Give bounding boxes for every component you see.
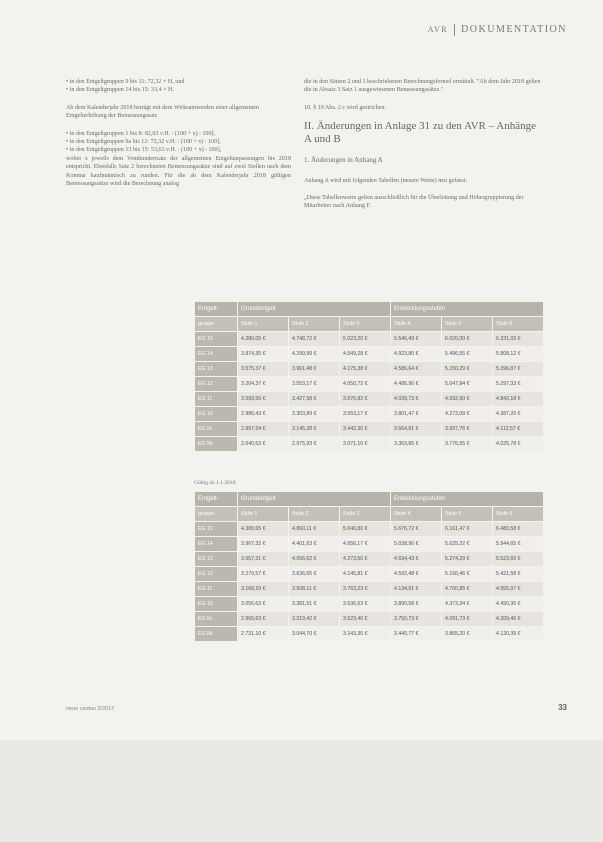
salary-cell: 3.553,17 € — [340, 407, 390, 421]
salary-cell: 3.442,30 € — [340, 422, 390, 436]
salary-cell: 4.486,96 € — [391, 377, 441, 391]
salary-cell: 3.363,85 € — [391, 437, 441, 451]
row-group-cell: EG 14 — [195, 537, 237, 551]
row-group-cell: EG 9b — [195, 627, 237, 641]
salary-cell: 4.025,78 € — [493, 437, 543, 451]
row-group-cell: EG 13 — [195, 362, 237, 376]
salary-cell: 5.944,65 € — [493, 537, 543, 551]
row-group-cell: EG 10 — [195, 407, 237, 421]
table-row — [195, 567, 543, 581]
paragraph: 10. § 19 Abs. 2 c wird gestrichen. — [304, 104, 386, 111]
salary-cell: 4.490,35 € — [493, 597, 543, 611]
table-row — [195, 332, 543, 346]
salary-cell: 4.280,05 € — [238, 332, 288, 346]
salary-cell: 4.145,81 € — [340, 567, 390, 581]
row-group-cell: EG 10 — [195, 597, 237, 611]
salary-cell: 4.056,62 € — [289, 552, 339, 566]
salary-cell: 4.112,57 € — [493, 422, 543, 436]
salary-table-2 — [194, 491, 544, 642]
row-group-cell: EG 15 — [195, 522, 237, 536]
salary-cell: 5.040,80 € — [340, 522, 390, 536]
salary-cell: 4.955,97 € — [493, 582, 543, 596]
header-section: DOKUMENTATION — [461, 24, 567, 35]
col-header-step: Stufe 6 — [493, 507, 543, 521]
salary-cell: 4.380,65 € — [238, 522, 288, 536]
table-row — [195, 407, 543, 421]
table-row — [195, 582, 543, 596]
salary-cell: 3.874,35 € — [238, 347, 288, 361]
salary-cell: 5.047,84 € — [442, 377, 492, 391]
row-group-cell: EG 11 — [195, 392, 237, 406]
table-row — [195, 392, 543, 406]
page-number: 33 — [558, 703, 567, 712]
col-header-step: Stufe 1 — [238, 317, 288, 331]
salary-cell: 3.440,77 € — [391, 627, 441, 641]
table-row — [195, 377, 543, 391]
salary-cell: 3.145,38 € — [289, 422, 339, 436]
salary-cell: 5.546,49 € — [391, 332, 441, 346]
salary-cell: 5.496,55 € — [442, 347, 492, 361]
row-group-cell: EG 9c — [195, 422, 237, 436]
salary-cell: 3.575,37 € — [238, 362, 288, 376]
salary-cell: 3.381,51 € — [289, 597, 339, 611]
paragraph: die in den Sätzen 2 und 3 beschriebenen Berechnungsformel ermittelt. "Ab dem Jahr 2018 gelten die in Absatz 3 Satz 1 ausgewiesenen Bemessungssätze." — [304, 79, 541, 94]
row-group-cell: EG 12 — [195, 567, 237, 581]
salary-cell: 4.299,99 € — [289, 347, 339, 361]
col-header-step: Stufe 3 — [340, 317, 390, 331]
salary-cell: 5.808,12 € — [493, 347, 543, 361]
salary-cell: 4.039,73 € — [391, 392, 441, 406]
salary-cell: 5.523,65 € — [493, 552, 543, 566]
salary-cell: 4.694,43 € — [391, 552, 441, 566]
paragraph: Ab dem Kalenderjahr 2018 beträgt mit dem Wirksamwerden einer allgemeinen Entgelterhöhung der Bemessungssatz — [66, 104, 260, 120]
salary-cell: 3.664,81 € — [391, 422, 441, 436]
col-header-step: Stufe 6 — [493, 317, 543, 331]
table-row — [195, 347, 543, 361]
salary-cell: 4.842,18 € — [493, 392, 543, 406]
table-row — [195, 362, 543, 376]
bullet-item: • in den Entgeltgruppen 1 bis 8: 82,03 v.H. : (100 + x) : 100], — [66, 130, 291, 138]
salary-cell: 6.020,00 € — [442, 332, 492, 346]
col-header-step: Stufe 5 — [442, 507, 492, 521]
row-group-cell: EG 15 — [195, 332, 237, 346]
bullet-item: • in den Entgeltgruppen 9a bis 12: 72,32 v.H. : (100 + x) : 100], — [66, 138, 291, 146]
stray-mark: · — [322, 678, 324, 684]
salary-cell: 4.050,72 € — [340, 377, 390, 391]
salary-cell: 5.166,46 € — [442, 567, 492, 581]
salary-cell: 3.056,63 € — [238, 597, 288, 611]
salary-cell: 3.508,11 € — [289, 582, 339, 596]
salary-cell: 2.965,63 € — [238, 612, 288, 626]
salary-cell: 3.071,10 € — [340, 437, 390, 451]
salary-cell: 4.586,64 € — [391, 362, 441, 376]
salary-cell: 4.120,39 € — [493, 627, 543, 641]
salary-cell: 3.801,47 € — [391, 407, 441, 421]
salary-cell: 3.961,48 € — [289, 362, 339, 376]
table-row — [195, 437, 543, 451]
salary-cell: 4.656,17 € — [340, 537, 390, 551]
salary-cell: 3.168,10 € — [238, 582, 288, 596]
bullet-item: • in den Entgeltgruppen 9 bis 11: 72,32 × H, und — [66, 78, 291, 86]
col-header-basic: Grundentgelt — [238, 492, 390, 506]
table-row — [195, 522, 543, 536]
col-header-step: Stufe 3 — [340, 507, 390, 521]
salary-cell: 3.427,58 € — [289, 392, 339, 406]
salary-cell: 3.553,17 € — [289, 377, 339, 391]
salary-cell: 3.776,55 € — [442, 437, 492, 451]
footer-publication: neue caritas 2/2017 — [66, 706, 115, 712]
table-row — [195, 612, 543, 626]
paragraph: Anhang A wird mit folgenden Tabellen (neuere Werte) neu gefasst: — [304, 177, 468, 184]
section-heading: II. Änderungen in Anlage 31 zu den AVR – Anhänge A und B — [304, 120, 536, 146]
salary-cell: 4.549,28 € — [340, 347, 390, 361]
salary-cell: 4.091,73 € — [442, 612, 492, 626]
salary-cell: 4.273,08 € — [442, 407, 492, 421]
table-row — [195, 422, 543, 436]
table-body — [195, 332, 543, 451]
header-separator — [454, 24, 455, 36]
salary-cell: 3.763,23 € — [340, 582, 390, 596]
salary-cell: 3.676,82 € — [340, 392, 390, 406]
col-header-step: Stufe 4 — [391, 317, 441, 331]
salary-cell: 2.640,53 € — [238, 437, 288, 451]
col-header-basic: Grundentgelt — [238, 302, 390, 316]
col-header-step: Stufe 2 — [289, 507, 339, 521]
salary-cell: 5.396,87 € — [493, 362, 543, 376]
col-header-group-2: gruppe — [195, 317, 237, 331]
salary-cell: 4.373,34 € — [442, 597, 492, 611]
table-row — [195, 597, 543, 611]
salary-cell: 4.700,85 € — [442, 582, 492, 596]
salary-cell: 5.023,20 € — [340, 332, 390, 346]
salary-cell: 3.657,31 € — [238, 552, 288, 566]
salary-cell: 3.636,65 € — [289, 567, 339, 581]
salary-cell: 4.273,50 € — [340, 552, 390, 566]
col-header-step: Stufe 4 — [391, 507, 441, 521]
salary-cell: 5.676,72 € — [391, 522, 441, 536]
salary-cell: 2.986,43 € — [238, 407, 288, 421]
salary-cell: 3.750,73 € — [391, 612, 441, 626]
salary-table-1 — [194, 301, 544, 452]
salary-cell: 2.731,10 € — [238, 627, 288, 641]
row-group-cell: EG 13 — [195, 552, 237, 566]
salary-cell: 5.625,32 € — [442, 537, 492, 551]
col-header-step: Stufe 2 — [289, 317, 339, 331]
salary-cell: 4.175,38 € — [340, 362, 390, 376]
col-header-development: Entwicklungsstufen — [391, 302, 543, 316]
salary-cell: 3.303,89 € — [289, 407, 339, 421]
table-body — [195, 522, 543, 641]
salary-cell: 4.860,11 € — [289, 522, 339, 536]
salary-cell: 3.093,56 € — [238, 392, 288, 406]
row-group-cell: EG 9b — [195, 437, 237, 451]
salary-cell: 3.044,70 € — [289, 627, 339, 641]
col-header-step: Stufe 5 — [442, 317, 492, 331]
salary-cell: 3.523,40 € — [340, 612, 390, 626]
salary-cell: 4.923,80 € — [391, 347, 441, 361]
page-lower-shade — [0, 740, 603, 842]
salary-cell: 2.897,54 € — [238, 422, 288, 436]
table-row — [195, 552, 543, 566]
salary-cell: 5.297,33 € — [493, 377, 543, 391]
bullet-item: • in den Entgeltgruppen 14 bis 15: 33,4 × H. — [66, 86, 291, 94]
salary-cell: 4.592,48 € — [391, 567, 441, 581]
salary-cell: 3.279,57 € — [238, 567, 288, 581]
salary-cell: 3.997,76 € — [442, 422, 492, 436]
salary-cell: 3.865,20 € — [442, 627, 492, 641]
salary-cell: 3.219,42 € — [289, 612, 339, 626]
salary-cell: 4.134,91 € — [391, 582, 441, 596]
row-group-cell: EG 12 — [195, 377, 237, 391]
salary-cell: 4.748,72 € — [289, 332, 339, 346]
page-header — [428, 24, 567, 36]
salary-cell: 5.421,58 € — [493, 567, 543, 581]
right-column — [304, 78, 542, 211]
salary-cell: 5.038,96 € — [391, 537, 441, 551]
salary-cell: 3.143,35 € — [340, 627, 390, 641]
table-row — [195, 537, 543, 551]
table-row — [195, 627, 543, 641]
paragraph: „Diese Tabellenwerte gelten ausschließlich für die Überleitung und Höhergruppierung der Mitarbeiter nach Anhang F. — [304, 195, 524, 210]
row-group-cell: EG 9c — [195, 612, 237, 626]
row-group-cell: EG 14 — [195, 347, 237, 361]
salary-cell: 5.274,29 € — [442, 552, 492, 566]
col-header-group-2: gruppe — [195, 507, 237, 521]
bullet-item: • in den Entgeltgruppen 13 bis 15: 53,63 v.H. : (100 + x) : 100], — [66, 146, 291, 154]
subsection-heading: 1. Änderungen in Anhang A — [304, 156, 383, 165]
salary-cell: 5.150,29 € — [442, 362, 492, 376]
col-header-step: Stufe 1 — [238, 507, 288, 521]
header-prefix: AVR — [427, 25, 449, 34]
col-header-group: Entgelt- — [195, 492, 237, 506]
paragraph: wobei x jeweils dem Vomhundertsatz der allgemeinen Entgeltanpassungen bis 2018 entspricht. Ebenfalls Satz 2 berechneten Bemessungssätze sind auf zwei Stellen nach dem Komma kaufmännisch zu runden. Für die ab dem Kalenderjahr 2018 gültigen Bemessungssätze wird die Berechnung analog — [66, 155, 291, 188]
salary-cell: 3.890,58 € — [391, 597, 441, 611]
salary-cell: 4.401,63 € — [289, 537, 339, 551]
salary-cell: 3.967,32 € — [238, 537, 288, 551]
salary-cell: 6.161,47 € — [442, 522, 492, 536]
table-caption: Gültig ab 1.1.2018: — [194, 480, 237, 486]
salary-cell: 6.331,03 € — [493, 332, 543, 346]
salary-cell: 6.480,58 € — [493, 522, 543, 536]
salary-cell: 4.209,46 € — [493, 612, 543, 626]
left-column — [66, 78, 291, 188]
salary-cell: 4.387,26 € — [493, 407, 543, 421]
salary-cell: 3.204,37 € — [238, 377, 288, 391]
salary-cell: 2.975,93 € — [289, 437, 339, 451]
salary-cell: 3.636,63 € — [340, 597, 390, 611]
row-group-cell: EG 11 — [195, 582, 237, 596]
salary-cell: 4.592,90 € — [442, 392, 492, 406]
col-header-group: Entgelt- — [195, 302, 237, 316]
col-header-development: Entwicklungsstufen — [391, 492, 543, 506]
